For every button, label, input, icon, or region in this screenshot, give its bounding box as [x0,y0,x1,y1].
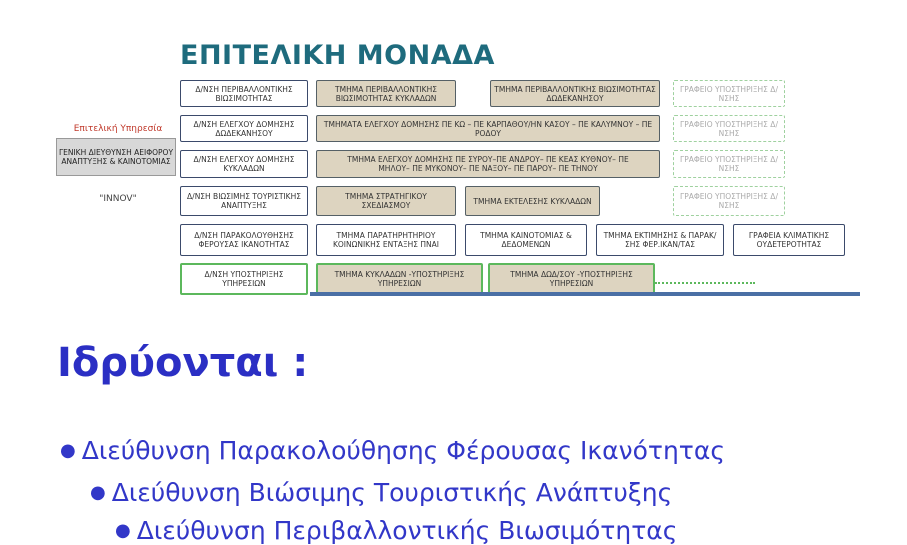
bullet-icon: ● [90,482,106,503]
connector-line [310,292,860,296]
directorate-box: Δ/ΝΣΗ ΕΛΕΓΧΟΥ ΔΟΜΗΣΗΣ ΚΥΚΛΑΔΩΝ [180,150,308,178]
bullet-text: Διεύθυνση Βιώσιμης Τουριστικής Ανάπτυξης [111,478,673,507]
department-box: ΤΜΗΜΑ ΣΤΡΑΤΗΓΙΚΟΥ ΣΧΕΔΙΑΣΜΟΥ [316,186,456,216]
department-box: ΤΜΗΜΑΤΑ ΕΛΕΓΧΟΥ ΔΟΜΗΣΗΣ ΠΕ ΚΩ – ΠΕ ΚΑΡΠΑΘΟΥ/ΗΝ ΚΑΣΟΥ – ΠΕ ΚΑΛΥΜΝΟΥ – ΠΕ ΡΟΔΟΥ [316,115,660,142]
directorate-box: Δ/ΝΣΗ ΥΠΟΣΤΗΡΙΞΗΣ ΥΠΗΡΕΣΙΩΝ [180,263,308,295]
bullet-icon: ● [115,520,131,541]
bullet-icon: ● [60,440,76,461]
office-box: ΓΡΑΦΕΙΟ ΥΠΟΣΤΗΡΙΞΗΣ Δ/ΝΣΗΣ [673,115,785,142]
office-box: ΓΡΑΦΕΙΟ ΥΠΟΣΤΗΡΙΞΗΣ Δ/ΝΣΗΣ [673,150,785,178]
department-box: ΤΜΗΜΑ ΠΑΡΑΤΗΡΗΤΗΡΙΟΥ ΚΟΙΝΩΝΙΚΗΣ ΕΝΤΑΞΗΣ ΠΝΑΙ [316,224,456,256]
department-box: ΤΜΗΜΑ ΚΥΚΛΑΔΩΝ -ΥΠΟΣΤΗΡΙΞΗΣ ΥΠΗΡΕΣΙΩΝ [316,263,483,295]
bullet-text: Διεύθυνση Παρακολούθησης Φέρουσας Ικανότητας [81,436,725,465]
diagram-title: ΕΠΙΤΕΛΙΚΗ ΜΟΝΑΔΑ [180,40,495,71]
unit-code: "INNOV" [99,194,137,204]
bullet-item [60,436,725,465]
department-box: ΤΜΗΜΑ ΠΕΡΙΒΑΛΛΟΝΤΙΚΗΣ ΒΙΩΣΙΜΟΤΗΤΑΣ ΔΩΔΕΚΑΝΗΣΟΥ [490,80,660,107]
department-box: ΤΜΗΜΑ ΔΩΔ/ΣΟΥ -ΥΠΟΣΤΗΡΙΞΗΣ ΥΠΗΡΕΣΙΩΝ [488,263,655,295]
department-box: ΤΜΗΜΑ ΕΚΤΙΜΗΣΗΣ & ΠΑΡΑΚ/ΣΗΣ ΦΕΡ.ΙΚΑΝ/ΤΑΣ [596,224,724,256]
department-box: ΤΜΗΜΑ ΚΑΙΝΟΤΟΜΙΑΣ & ΔΕΔΟΜΕΝΩΝ [465,224,587,256]
department-box: ΤΜΗΜΑ ΕΛΕΓΧΟΥ ΔΟΜΗΣΗΣ ΠΕ ΣΥΡΟΥ–ΠΕ ΑΝΔΡΟΥ– ΠΕ ΚΕΑΣ ΚΥΘΝΟΥ– ΠΕ ΜΗΛΟΥ– ΠΕ ΜΥΚΟΝΟΥ– ΠΕ ΝΑΞΟΥ– ΠΕ ΠΑΡΟΥ– ΠΕ ΤΗΝΟΥ [316,150,660,178]
dotted-connector [655,282,755,284]
general-directorate-box: ΓΕΝΙΚΗ ΔΙΕΥΘΥΝΣΗ ΑΕΙΦΟΡΟΥ ΑΝΑΠΤΥΞΗΣ & ΚΑΙΝΟΤΟΜΙΑΣ [56,138,176,176]
bullet-item [90,478,672,507]
directorate-box: Δ/ΝΣΗ ΕΛΕΓΧΟΥ ΔΟΜΗΣΗΣ ΔΩΔΕΚΑΝΗΣΟΥ [180,115,308,142]
staff-service-label: Επιτελική Υπηρεσία [73,124,163,134]
office-box: ΓΡΑΦΕΙΑ ΚΛΙΜΑΤΙΚΗΣ ΟΥΔΕΤΕΡΟΤΗΤΑΣ [733,224,845,256]
directorate-box: Δ/ΝΣΗ ΠΑΡΑΚΟΛΟΥΘΗΣΗΣ ΦΕΡΟΥΣΑΣ ΙΚΑΝΟΤΗΤΑΣ [180,224,308,256]
bullet-item [115,516,677,545]
bullet-text: Διεύθυνση Περιβαλλοντικής Βιωσιμότητας [136,516,678,545]
office-box: ΓΡΑΦΕΙΟ ΥΠΟΣΤΗΡΙΞΗΣ Δ/ΝΣΗΣ [673,80,785,107]
section-heading: Ιδρύονται : [57,340,309,386]
office-box: ΓΡΑΦΕΙΟ ΥΠΟΣΤΗΡΙΞΗΣ Δ/ΝΣΗΣ [673,186,785,216]
department-box: ΤΜΗΜΑ ΕΚΤΕΛΕΣΗΣ ΚΥΚΛΑΔΩΝ [465,186,600,216]
directorate-box: Δ/ΝΣΗ ΒΙΩΣΙΜΗΣ ΤΟΥΡΙΣΤΙΚΗΣ ΑΝΑΠΤΥΞΗΣ [180,186,308,216]
department-box: ΤΜΗΜΑ ΠΕΡΙΒΑΛΛΟΝΤΙΚΗΣ ΒΙΩΣΙΜΟΤΗΤΑΣ ΚΥΚΛΑΔΩΝ [316,80,456,107]
directorate-box: Δ/ΝΣΗ ΠΕΡΙΒΑΛΛΟΝΤΙΚΗΣ ΒΙΩΣΙΜΟΤΗΤΑΣ [180,80,308,107]
